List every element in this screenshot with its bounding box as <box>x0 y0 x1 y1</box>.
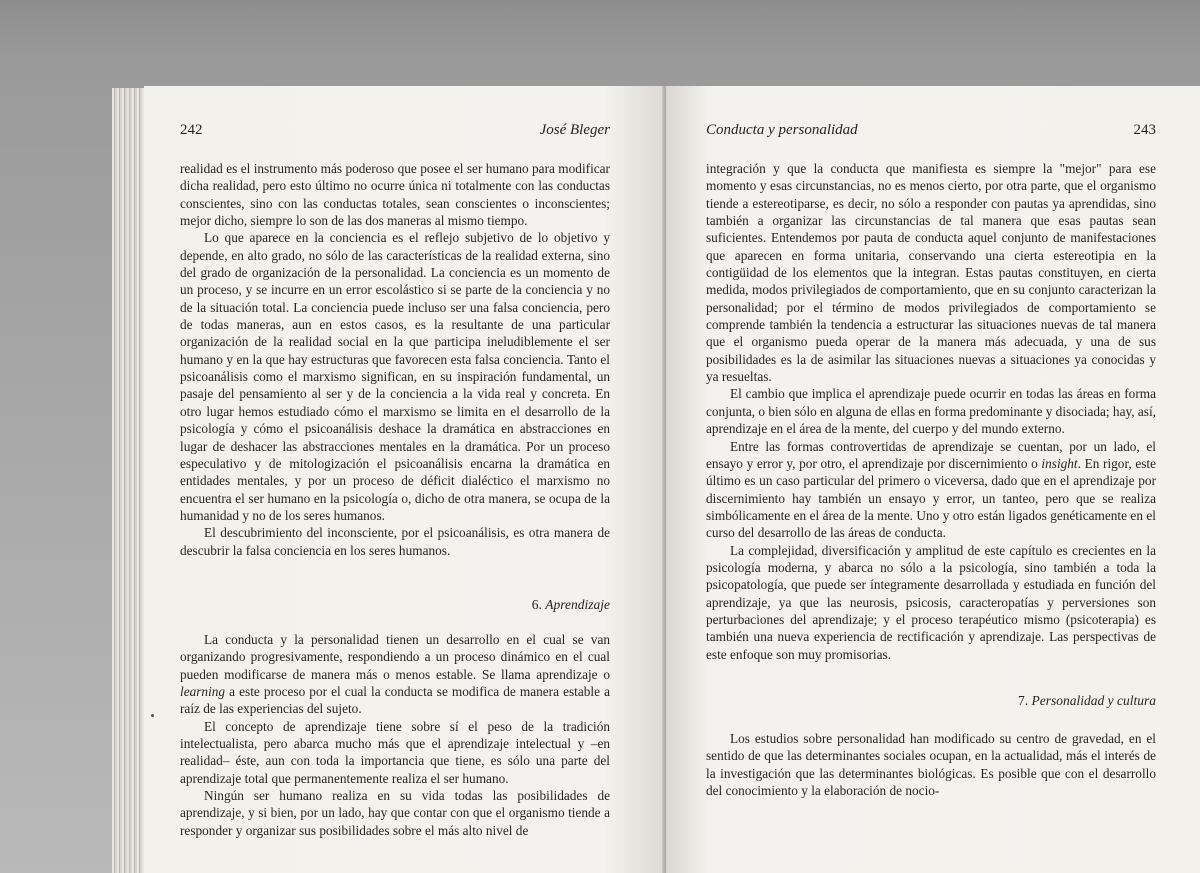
section-heading-personalidad-cultura <box>706 692 1156 709</box>
left-body-text <box>180 160 610 839</box>
section-title: Aprendizaje <box>545 596 610 612</box>
right-paragraph-2: El cambio que implica el aprendizaje puede ocurrir en todas las áreas en forma conjunta, o bien sólo en alguna de ellas en forma predominante y disociada; hay, así, aprendizaje en el área de la mente, del cuerpo y del mundo externo. <box>706 386 1156 437</box>
left-page <box>144 86 666 873</box>
text-run: a este proceso por el cual la conducta se modifica de manera estable a raíz de las experiencias del sujeto. <box>180 683 610 717</box>
section-number: 7. <box>1018 692 1029 708</box>
right-body-text <box>706 160 1156 799</box>
right-running-title: Conducta y personalidad <box>706 122 858 138</box>
right-page-number: 243 <box>1133 122 1156 138</box>
text-run: . En rigor, este último es un caso particular del primero o viceversa, dado que en el aprendizaje por discernimiento hay también un ensayo y error, un tanteo, pero que se realiza simbólicamente en el área de la mente. Uno y otro están ligados genéticamente en el curso del desarrollo de las áreas de conducta. <box>706 455 1156 541</box>
left-section-paragraph-1 <box>180 631 610 718</box>
right-paragraph-3 <box>706 438 1156 542</box>
left-paragraph-1: realidad es el instrumento más poderoso que posee el ser humano para modificar dicha realidad, pero esto último no ocurre única ni totalmente con las conductas conscientes, sino con las conductas totales, sean conscientes o inconscientes; mejor dicho, siempre lo son de las dos maneras al mismo tiempo. <box>180 161 610 229</box>
left-running-title: José Bleger <box>539 122 610 138</box>
text-run: La conducta y la personalidad tienen un desarrollo en el cual se van organizando progresivamente, respondiendo a un proceso dinámico en el cual pueden modificarse de manera más o menos estable. Se llama aprendizaje o <box>180 631 610 682</box>
section-heading-aprendizaje <box>180 596 610 613</box>
left-paragraph-2: Lo que aparece en la conciencia es el reflejo subjetivo de lo objetivo y depende, en alto grado, no sólo de las características de la realidad externa, sino del grado de organización de la personalidad. La conciencia es un momento de un proceso, y se incurre en un error escolástico si se parte de la conciencia y no de la situación total. La conciencia puede incluso ser una falsa conciencia, pero de todas maneras, aun en estos casos, es la resultante de una particular organización de la realidad social en la que participa ineludiblemente el ser humano y en la que hay estructuras que favorecen esta falsa conciencia. Tanto el psicoanálisis como el marxismo significan, en su inspiración fundamental, un pasaje del pensamiento al ser y de la conciencia a la vida real y concreta. En otro lugar hemos estudiado cómo el marxismo se limita en el desarrollo de la psicología y cómo el psicoanálisis deshace la dramática en abstracciones en lugar de deshacer las abstracciones mentales en la dramática. Por un proceso especulativo y de mitologización el psicoanálisis encarna la dramática en entidades mentales, y por un proceso de déficit dialéctico el marxismo no encuentra el ser humano en la psicología o, dicho de otra manera, se ocupa de la humanidad y no de los seres humanos. <box>180 230 610 523</box>
left-paragraph-3: El descubrimiento del inconsciente, por el psicoanálisis, es otra manera de descubrir la falsa conciencia en los seres humanos. <box>180 525 610 558</box>
right-paragraph-4: La complejidad, diversificación y amplitud de este capítulo es crecientes en la psicología moderna, y abarca no sólo a la psicología, sino también a toda la psicopatología, que puede ser íntegramente desarrollada y estudiada en función del aprendizaje, ya que las neurosis, psicosis, caracteropatías y perversiones son perturbaciones del aprendizaje; y el proceso terapéutico mismo (psicoterapia) es también una nueva experiencia de rectificación y aprendizaje. Las perspectivas de este enfoque son muy promisorias. <box>706 542 1156 662</box>
right-section-paragraph-1: Los estudios sobre personalidad han modificado su centro de gravedad, en el sentido de que las determinantes sociales ocupan, en la actualidad, más el interés de la investigación que las determinantes biológicas. Es posible que con el desarrollo del conocimiento y la elaboración de nocio- <box>706 730 1156 798</box>
section-number: 6. <box>531 596 542 612</box>
right-page <box>666 86 1200 873</box>
left-section-paragraph-3: Ningún ser humano realiza en su vida todas las posibilidades de aprendizaje, y si bien, por un lado, hay que contar con que el organismo tiende a responder y organizar sus posibilidades sobre el más alto nivel de <box>180 788 610 838</box>
left-page-number: 242 <box>180 122 203 138</box>
left-running-head <box>180 122 610 144</box>
book-page-edges <box>112 88 146 873</box>
insight-term: insight <box>1041 455 1078 471</box>
text-run: Entre las formas controvertidas de aprendizaje se cuentan, por un lado, el ensayo y error y, por otro, el aprendizaje por discernimiento o <box>706 438 1156 471</box>
learning-term: learning <box>180 683 226 699</box>
right-running-head <box>706 122 1156 144</box>
left-section-paragraph-2: El concepto de aprendizaje tiene sobre sí el peso de la tradición intelectualista, pero abarca mucho más que el aprendizaje intelectual y –en realidad– éste, aun con toda la importancia que tiene, es sólo una parte del aprendizaje total que permanentemente realiza el ser humano. <box>180 718 610 786</box>
section-title: Personalidad y cultura <box>1031 692 1156 708</box>
scan-speck <box>151 714 154 717</box>
right-paragraph-1: integración y que la conducta que manifiesta es siempre la "mejor" para ese momento y esas circunstancias, no es menos cierto, por otra parte, que el organismo tiende a estereotiparse, es decir, no sólo a responder con pautas ya aprendidas, sino también a organizar las circunstancias de tal manera que esas pautas sean suficientes. Entendemos por pauta de conducta aquel conjunto de manifestaciones que aparecen en forma unitaria, conservando una cierta estereotipia en la contigüidad de los elementos que la integran. Estas pautas constituyen, en cierta medida, modos privilegiados de comportamiento, que en su conjunto caracterizan la personalidad; por el término de modos privilegiados de comportamiento se comprende también la tendencia a estructurar las situaciones nuevas de tal manera que el organismo pueda operar de la manera más adecuada, y una de sus posibilidades es la de asimilar las situaciones nuevas a situaciones ya conocidas y ya resueltas. <box>706 161 1156 385</box>
